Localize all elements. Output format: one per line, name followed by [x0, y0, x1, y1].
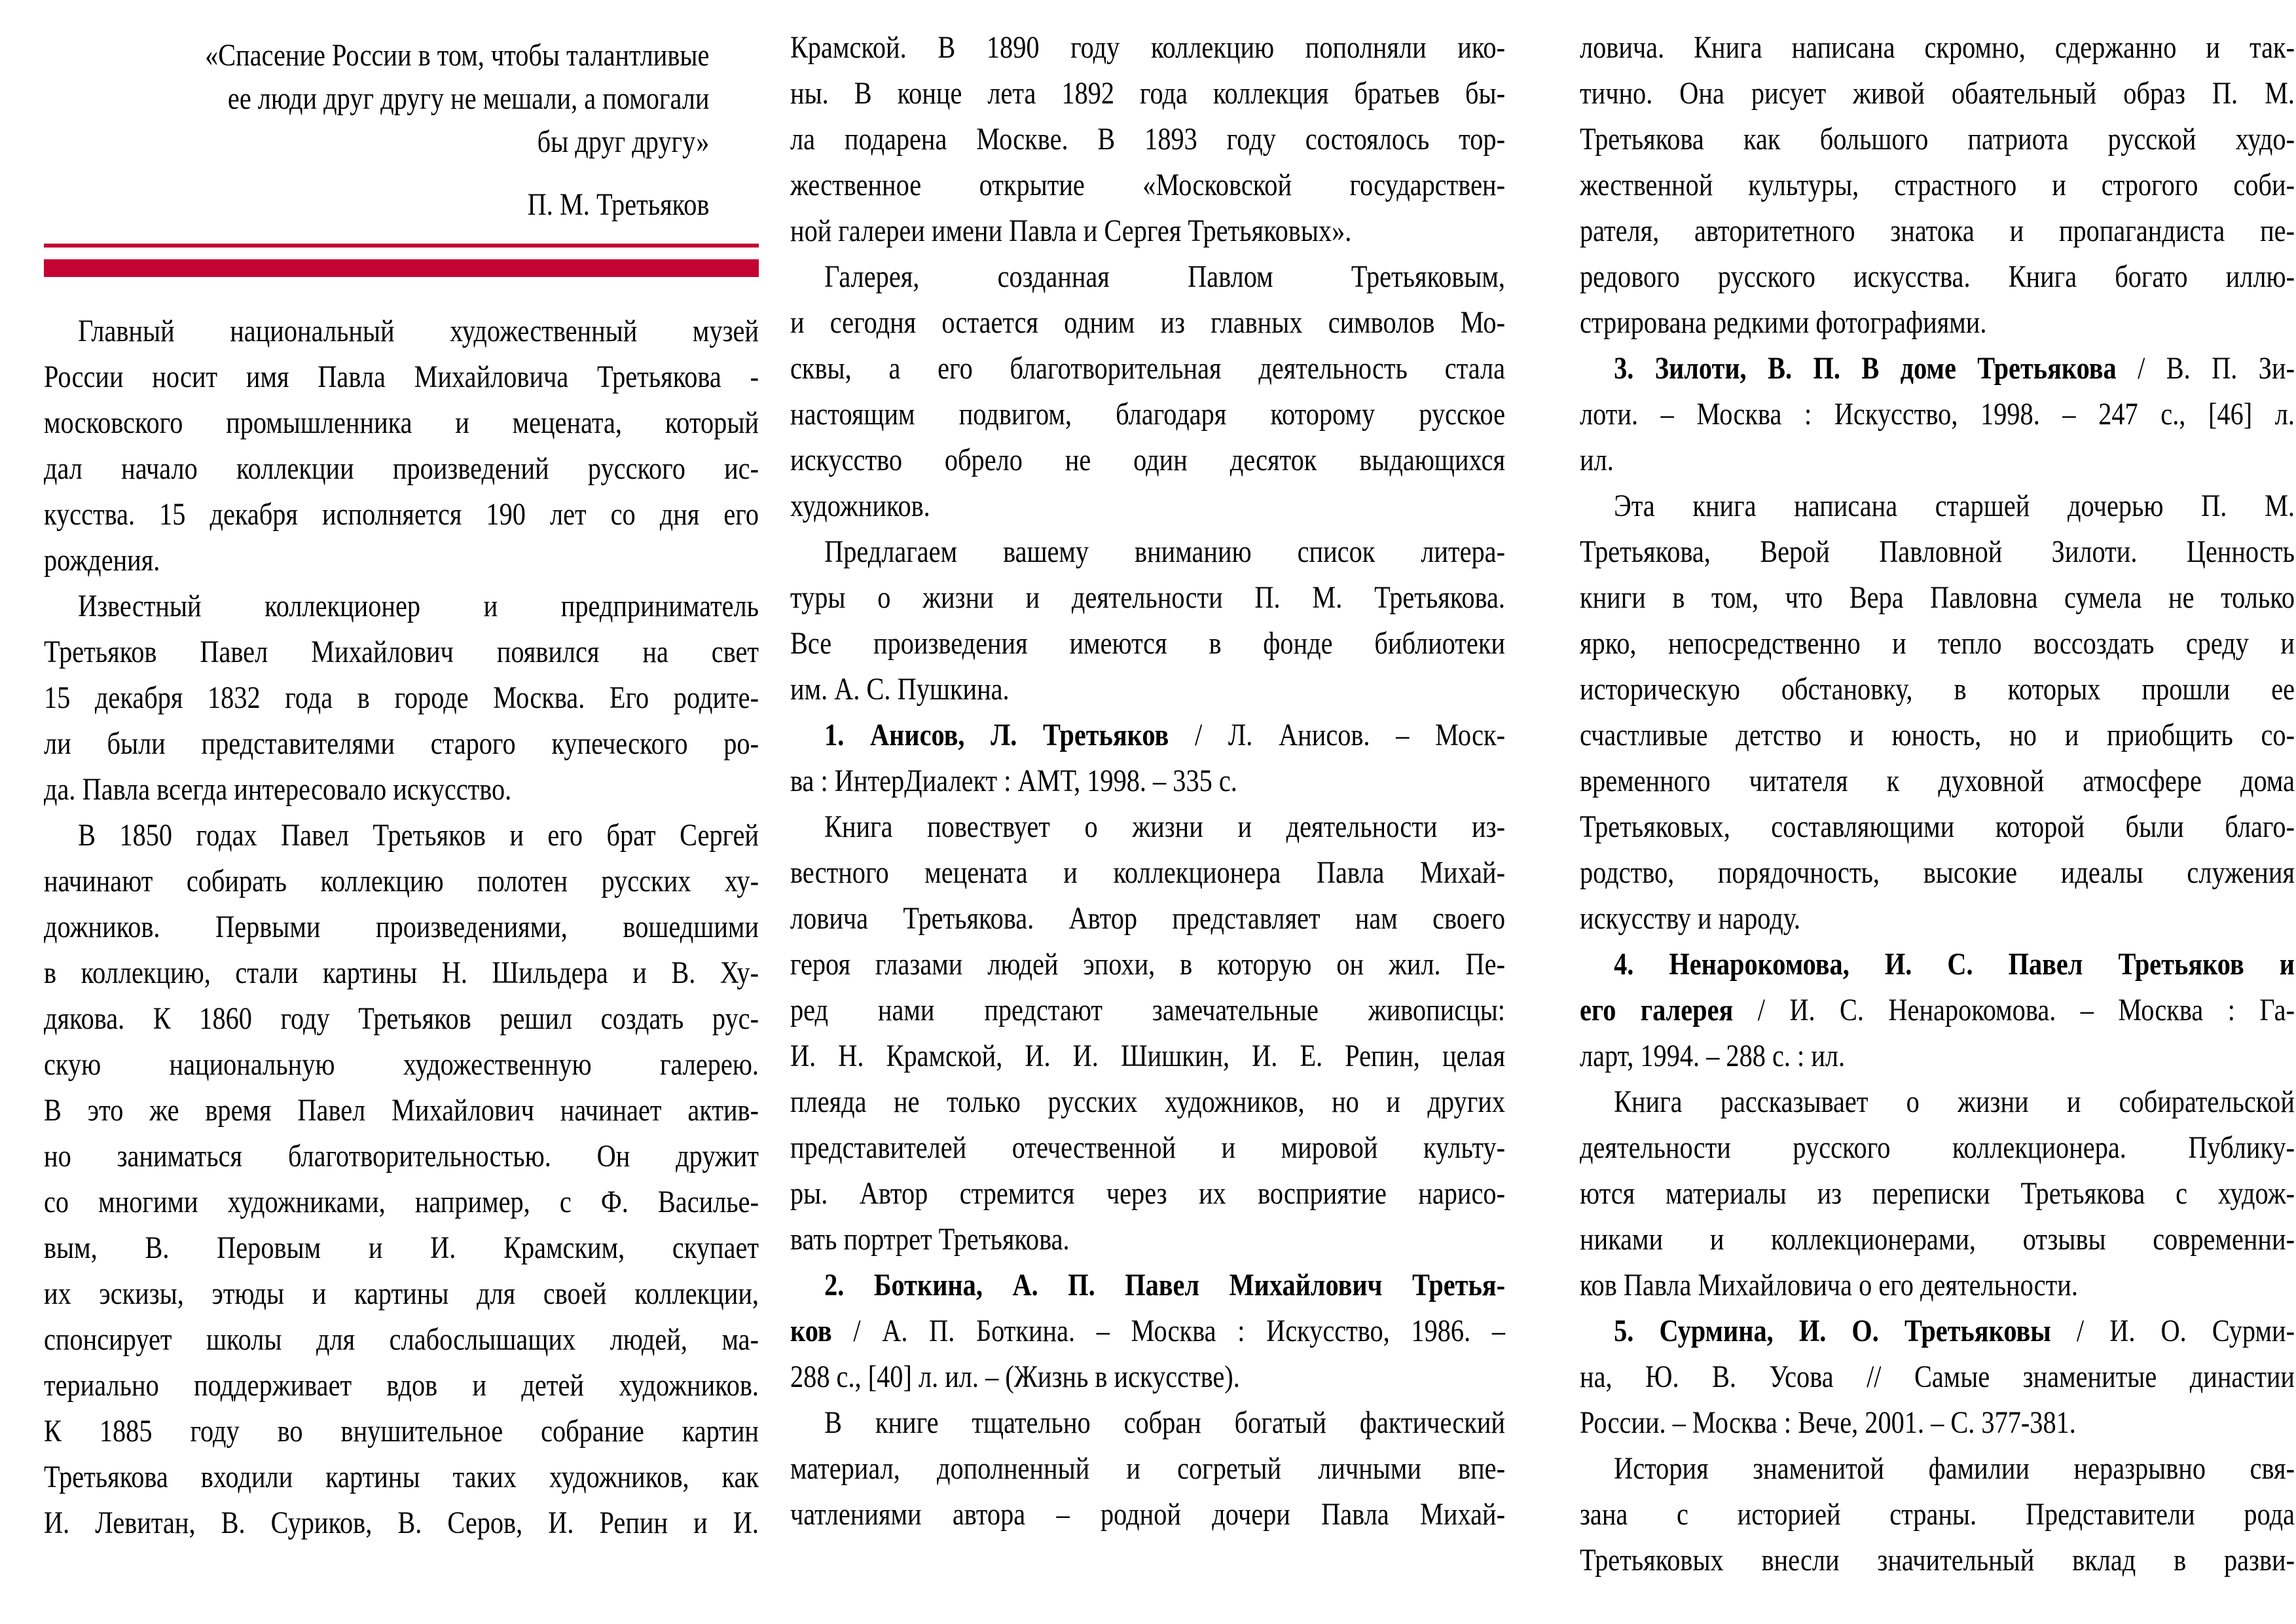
paragraph	[44, 308, 759, 583]
text-segment: редового русского искусства. Книга богато иллю-	[1580, 259, 2295, 294]
text-line	[1580, 1354, 2295, 1400]
text-line	[1580, 254, 2295, 300]
bibliography-entry	[790, 1263, 1505, 1400]
text-line	[790, 667, 1505, 712]
text-segment: Книга повествует о жизни и деятельности из-	[824, 809, 1505, 844]
text-segment: ил.	[1580, 443, 1614, 477]
text-segment: жественное открытие «Московской государствен-	[790, 168, 1505, 202]
text-line	[790, 1171, 1505, 1217]
text-segment: Предлагаем вашему вниманию список литера-	[824, 534, 1505, 569]
text-segment: со многими художниками, например, с Ф. Василье-	[44, 1185, 759, 1219]
text-line	[1580, 208, 2295, 254]
text-line	[790, 1217, 1505, 1263]
text-line	[790, 346, 1505, 392]
text-segment: Известный коллекционер и предприниматель	[78, 589, 759, 623]
text-line	[1580, 1171, 2295, 1217]
text-segment: чатлениями автора – родной дочери Павла Михай-	[790, 1497, 1505, 1532]
text-line	[44, 813, 759, 858]
text-column-right	[1580, 0, 2295, 1583]
text-segment: / И. О. Сурми-	[2050, 1314, 2295, 1348]
text-line	[44, 1363, 759, 1409]
text-segment: Третьякова входили картины таких художников, как	[44, 1460, 759, 1494]
text-line	[1580, 850, 2295, 896]
text-line	[790, 300, 1505, 346]
text-segment: России. – Москва : Вече, 2001. – С. 377-381.	[1580, 1405, 2076, 1440]
text-segment: вать портрет Третьякова.	[790, 1222, 1070, 1257]
text-segment: ва : ИнтерДиалект : АМТ, 1998. – 335 с.	[790, 764, 1237, 798]
text-segment: туры о жизни и деятельности П. М. Третьякова.	[790, 580, 1505, 615]
text-segment: вестного мецената и коллекционера Павла Михай-	[790, 855, 1505, 890]
text-line	[790, 896, 1505, 942]
text-line	[1580, 1538, 2295, 1583]
text-line	[1580, 804, 2295, 850]
text-segment: рождения.	[44, 543, 160, 578]
text-segment: их эскизы, этюды и картины для своей коллекции,	[44, 1276, 759, 1311]
text-column-middle	[790, 0, 1505, 1538]
text-segment: Третьяковых, составляющими которой были благо-	[1580, 809, 2295, 844]
text-line	[44, 308, 759, 354]
text-segment: / А. П. Боткина. – Москва : Искусство, 1986. –	[831, 1314, 1505, 1348]
text-segment: И. Левитан, В. Суриков, В. Серов, И. Репин и И.	[44, 1505, 759, 1540]
text-segment: 15 декабря 1832 года в городе Москва. Его родите-	[44, 680, 759, 715]
text-line	[1580, 1263, 2295, 1308]
text-line	[790, 1079, 1505, 1125]
text-line	[790, 71, 1505, 117]
text-line	[44, 858, 759, 904]
text-segment: 288 с., [40] л. ил. – (Жизнь в искусстве).	[790, 1359, 1240, 1394]
text-segment: К 1885 году во внушительное собрание картин	[44, 1414, 759, 1449]
text-segment: им. А. С. Пушкина.	[790, 672, 1010, 707]
paragraph	[1580, 25, 2295, 346]
text-segment: В 1850 годах Павел Третьяков и его брат Сергей	[78, 818, 759, 853]
paragraph	[790, 254, 1505, 529]
text-line	[1580, 25, 2295, 71]
text-segment: жественной культуры, страстного и строгого соби-	[1580, 168, 2295, 202]
text-segment: ла подарена Москве. В 1893 году состоялось тор-	[790, 122, 1505, 157]
text-line	[790, 942, 1505, 987]
text-segment: на, Ю. В. Усова // Самые знаменитые династии	[1580, 1359, 2295, 1394]
text-line	[790, 437, 1505, 483]
text-segment: В это же время Павел Михайлович начинает актив-	[44, 1093, 759, 1128]
text-line	[790, 804, 1505, 850]
text-line	[44, 400, 759, 446]
text-segment: искусство обрело не один десяток выдающихся	[790, 443, 1505, 477]
paragraph	[44, 813, 759, 1546]
epigraph-line: «Спасение России в том, чтобы талантливые	[205, 38, 710, 73]
text-column-left	[44, 0, 759, 1546]
text-segment: стрирована редкими фотографиями.	[1580, 305, 1987, 340]
text-segment: представителей отечественной и мировой культу-	[790, 1130, 1505, 1165]
text-line	[1580, 1033, 2295, 1079]
bold-text-segment: 5. Сурмина, И. О. Третьяковы	[1614, 1314, 2051, 1348]
bold-text-segment: ков	[790, 1314, 832, 1348]
text-line	[1580, 1308, 2295, 1354]
text-line	[44, 354, 759, 400]
text-line	[790, 1308, 1505, 1354]
text-line	[44, 1271, 759, 1317]
text-segment: плеяда не только русских художников, но и других	[790, 1084, 1505, 1119]
text-line	[790, 483, 1505, 529]
text-segment: деятельности русского коллекционера. Публику-	[1580, 1130, 2295, 1165]
text-line	[44, 1409, 759, 1454]
text-segment: / Л. Анисов. – Моск-	[1169, 718, 1506, 752]
text-segment: кусства. 15 декабря исполняется 190 лет со дня его	[44, 497, 759, 532]
text-line	[44, 538, 759, 583]
text-segment: Третьякова как большого патриота русской худо-	[1580, 122, 2295, 157]
bibliography-entry	[790, 712, 1505, 804]
text-segment: России носит имя Павла Михайловича Третьякова -	[44, 360, 759, 394]
text-line	[1580, 1125, 2295, 1171]
separator-thin-line	[44, 244, 759, 248]
text-segment: дожников. Первыми произведениями, вошедшими	[44, 910, 759, 944]
text-line	[790, 1492, 1505, 1538]
text-line	[44, 1500, 759, 1546]
text-line	[1580, 529, 2295, 575]
text-segment: спонсирует школы для слабослышащих людей, ма-	[44, 1322, 759, 1357]
text-line	[790, 1446, 1505, 1492]
text-segment: вым, В. Перовым и И. Крамским, скупает	[44, 1230, 759, 1265]
text-segment: Все произведения имеются в фонде библиотеки	[790, 626, 1505, 661]
text-segment: ков Павла Михайловича о его деятельности.	[1580, 1268, 2078, 1302]
text-line	[790, 208, 1505, 254]
text-segment: скую национальную художественную галерею.	[44, 1047, 759, 1082]
epigraph	[44, 25, 759, 227]
text-line	[790, 712, 1505, 758]
epigraph-line: бы друг другу»	[537, 124, 710, 159]
text-line	[1580, 346, 2295, 392]
text-line	[1580, 117, 2295, 162]
bold-text-segment: 4. Ненарокомова, И. С. Павел Третьяков и	[1614, 947, 2295, 982]
text-segment: / В. П. Зи-	[2116, 351, 2295, 386]
text-segment: начинают собирать коллекцию полотен русских ху-	[44, 864, 759, 898]
text-line	[44, 1454, 759, 1500]
text-segment: ларт, 1994. – 288 с. : ил.	[1580, 1039, 1846, 1073]
text-segment: никами и коллекционерами, отзывы современни-	[1580, 1222, 2295, 1257]
text-line	[790, 162, 1505, 208]
paragraph	[1580, 1446, 2295, 1583]
text-line	[44, 629, 759, 675]
text-line	[44, 1317, 759, 1363]
paragraph	[790, 25, 1505, 254]
text-line	[44, 492, 759, 538]
text-line	[790, 850, 1505, 896]
text-segment: родство, порядочность, высокие идеалы служения	[1580, 855, 2295, 890]
text-segment: героя глазами людей эпохи, в которую он жил. Пе-	[790, 947, 1505, 982]
bold-text-segment: 3. Зилоти, В. П. В доме Третьякова	[1614, 351, 2117, 386]
text-line	[790, 392, 1505, 437]
text-segment: История знаменитой фамилии неразрывно свя-	[1614, 1451, 2295, 1486]
text-line	[790, 254, 1505, 300]
text-segment: искусству и народу.	[1580, 901, 1800, 936]
text-segment: временного читателя к духовной атмосфере дома	[1580, 764, 2295, 798]
text-segment: ярко, непосредственно и тепло воссоздать среду и	[1580, 626, 2295, 661]
text-line	[1580, 483, 2295, 529]
text-segment: рателя, авторитетного знатока и пропагандиста пе-	[1580, 213, 2295, 248]
text-line	[44, 1042, 759, 1088]
text-segment: тично. Она рисует живой обаятельный образ П. М.	[1580, 76, 2295, 111]
bold-text-segment: 1. Анисов, Л. Третьяков	[824, 718, 1169, 752]
text-segment: зана с историей страны. Представители рода	[1580, 1497, 2295, 1532]
text-segment: Третьякова, Верой Павловной Зилоти. Ценность	[1580, 534, 2295, 569]
text-line	[1580, 392, 2295, 437]
text-segment: Третьяковых внесли значительный вклад в разви-	[1580, 1543, 2295, 1578]
text-segment: дал начало коллекции произведений русского ис-	[44, 451, 759, 486]
text-line	[790, 529, 1505, 575]
text-segment: ловича Третьякова. Автор представляет нам своего	[790, 901, 1505, 936]
text-segment: ной галереи имени Павла и Сергея Третьяковых».	[790, 213, 1352, 248]
text-line	[790, 1354, 1505, 1400]
text-segment: московского промышленника и мецената, который	[44, 405, 759, 440]
text-line	[1580, 71, 2295, 117]
text-line	[1580, 621, 2295, 667]
text-line	[44, 767, 759, 813]
text-line	[790, 758, 1505, 804]
text-line	[790, 1400, 1505, 1446]
paragraph	[790, 529, 1505, 712]
text-segment: Главный национальный художественный музей	[78, 314, 759, 348]
text-line	[790, 621, 1505, 667]
text-segment: Эта книга написана старшей дочерью П. М.	[1614, 489, 2295, 523]
text-segment: лоти. – Москва : Искусство, 1998. – 247 с., [46] л.	[1580, 397, 2295, 432]
text-segment: ются материалы из переписки Третьякова с худож-	[1580, 1176, 2295, 1211]
text-line	[1580, 1400, 2295, 1446]
paragraph	[44, 583, 759, 813]
text-segment: / И. С. Ненарокомова. – Москва : Га-	[1733, 993, 2295, 1027]
bold-text-segment: его галерея	[1580, 993, 1734, 1027]
text-segment: териально поддерживает вдов и детей художников.	[44, 1368, 759, 1403]
text-segment: ны. В конце лета 1892 года коллекция братьев бы-	[790, 76, 1505, 111]
text-segment: художников.	[790, 489, 930, 523]
text-segment: в коллекцию, стали картины Н. Шильдера и В. Ху-	[44, 955, 759, 990]
text-line	[1580, 942, 2295, 987]
text-segment: ли были представителями старого купеческого ро-	[44, 726, 759, 761]
text-line	[44, 1225, 759, 1271]
text-line	[1580, 300, 2295, 346]
text-line	[1580, 1217, 2295, 1263]
text-segment: и сегодня остается одним из главных символов Мо-	[790, 305, 1505, 340]
epigraph-line: ее люди друг другу не мешали, а помогали	[227, 81, 710, 116]
text-line	[1580, 667, 2295, 712]
text-segment: Крамской. В 1890 году коллекцию пополняли ико-	[790, 30, 1505, 65]
paragraph	[1580, 483, 2295, 942]
text-line	[44, 675, 759, 721]
text-line	[44, 1088, 759, 1134]
bibliography-entry	[1580, 1308, 2295, 1446]
text-segment: историческую обстановку, в которых прошли ее	[1580, 672, 2295, 707]
text-segment: счастливые детство и юность, но и приобщить со-	[1580, 718, 2295, 752]
paragraph	[790, 804, 1505, 1263]
text-line	[44, 721, 759, 767]
text-segment: настоящим подвигом, благодаря которому русское	[790, 397, 1505, 432]
text-line	[1580, 896, 2295, 942]
paragraph	[1580, 1079, 2295, 1308]
text-line	[44, 1179, 759, 1225]
text-segment: сквы, а его благотворительная деятельность стала	[790, 351, 1505, 386]
separator-thick-line	[44, 259, 759, 277]
text-segment: ловича. Книга написана скромно, сдержанно и так-	[1580, 30, 2295, 65]
text-line	[44, 446, 759, 492]
text-line	[1580, 1079, 2295, 1125]
text-line	[790, 1033, 1505, 1079]
separator	[44, 244, 759, 277]
text-segment: Третьяков Павел Михайлович появился на свет	[44, 635, 759, 669]
text-line	[790, 25, 1505, 71]
bibliography-entry	[1580, 942, 2295, 1079]
text-segment: материал, дополненный и согретый личными впе-	[790, 1451, 1505, 1486]
text-line	[1580, 162, 2295, 208]
bibliography-entry	[1580, 346, 2295, 483]
text-segment: ры. Автор стремится через их восприятие нарисо-	[790, 1176, 1505, 1211]
text-line	[44, 996, 759, 1042]
epigraph-signature: П. М. Третьяков	[527, 187, 710, 222]
text-segment: дякова. К 1860 году Третьяков решил создать рус-	[44, 1001, 759, 1036]
text-segment: В книге тщательно собран богатый фактический	[824, 1405, 1505, 1440]
text-line	[790, 575, 1505, 621]
text-line	[1580, 1446, 2295, 1492]
text-line	[1580, 987, 2295, 1033]
bold-text-segment: 2. Боткина, А. П. Павел Михайлович Третья-	[824, 1268, 1505, 1302]
text-line	[44, 583, 759, 629]
text-segment: книги в том, что Вера Павловна сумела не только	[1580, 580, 2295, 615]
text-line	[1580, 575, 2295, 621]
text-line	[1580, 712, 2295, 758]
text-line	[44, 1134, 759, 1179]
text-line	[44, 904, 759, 950]
text-segment: И. Н. Крамской, И. И. Шишкин, И. Е. Репин, целая	[790, 1039, 1505, 1073]
text-line	[790, 987, 1505, 1033]
text-segment: ред нами предстают замечательные живописцы:	[790, 993, 1505, 1027]
text-segment: да. Павла всегда интересовало искусство.	[44, 772, 512, 807]
text-line	[1580, 758, 2295, 804]
text-line	[1580, 1492, 2295, 1538]
text-line	[1580, 437, 2295, 483]
text-segment: Галерея, созданная Павлом Третьяковым,	[824, 259, 1505, 294]
text-line	[790, 1125, 1505, 1171]
text-segment: Книга рассказывает о жизни и собирательской	[1614, 1084, 2295, 1119]
text-segment: но заниматься благотворительностью. Он дружит	[44, 1139, 759, 1173]
text-line	[790, 117, 1505, 162]
text-line	[44, 950, 759, 996]
text-line	[790, 1263, 1505, 1308]
paragraph	[790, 1400, 1505, 1538]
